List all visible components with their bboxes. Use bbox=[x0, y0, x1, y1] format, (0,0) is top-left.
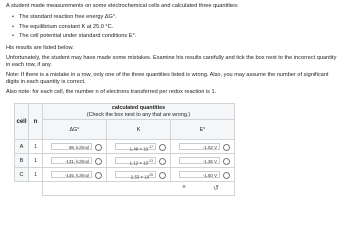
header-cell: cell bbox=[15, 104, 29, 140]
quantity-item: • The equilibrium constant K at 25.0 °C. bbox=[6, 23, 136, 33]
table-row bbox=[15, 140, 235, 154]
k-mantissa: 1.12 × 10 bbox=[129, 159, 149, 165]
e-value: -1.50 V bbox=[179, 171, 220, 178]
quantity-list bbox=[6, 13, 136, 42]
k-check-box[interactable] bbox=[159, 172, 166, 179]
k-exponent: -17 bbox=[148, 144, 153, 149]
row-n: 1 bbox=[29, 168, 43, 182]
row-label: C bbox=[15, 168, 29, 182]
col-dg-header: ΔG° bbox=[43, 120, 107, 140]
e-check-box[interactable] bbox=[223, 144, 230, 151]
note-text: Note: If there is a mistake in a row, only one of the three quantities listed is wrong. Also, you may assume the number of significant digits in each quantity is correct. bbox=[6, 72, 329, 86]
row-n: 1 bbox=[29, 140, 43, 154]
k-exponent: -23 bbox=[148, 158, 153, 163]
col-e-header: E° bbox=[171, 120, 235, 140]
row-label: A bbox=[15, 140, 29, 154]
header-main-label: calculated quantities bbox=[111, 105, 166, 112]
dg-check-box[interactable] bbox=[95, 144, 102, 151]
row-n: 1 bbox=[29, 154, 43, 168]
dg-value: -145. kJ/mol bbox=[51, 171, 92, 178]
header-sub-label: (Check the box next to any that are wrong.) bbox=[86, 111, 191, 118]
k-mantissa: 1.48 × 10 bbox=[129, 145, 149, 151]
quantity-item: • The cell potential under standard conditions E°. bbox=[6, 32, 136, 42]
e-check-box[interactable] bbox=[223, 172, 230, 179]
col-k-header: K bbox=[107, 120, 171, 140]
quantity-item: • The standard reaction free energy ΔG°. bbox=[6, 13, 136, 23]
e-check-box[interactable] bbox=[223, 158, 230, 165]
table-row bbox=[15, 154, 235, 168]
k-check-box[interactable] bbox=[159, 158, 166, 165]
header-calculated bbox=[43, 104, 235, 120]
table-row bbox=[15, 168, 235, 182]
k-exponent: 25 bbox=[149, 172, 153, 177]
k-value bbox=[115, 143, 156, 150]
dg-check-box[interactable] bbox=[95, 172, 102, 179]
dg-value: 98. kJ/mol bbox=[51, 143, 92, 150]
dg-check-box[interactable] bbox=[95, 158, 102, 165]
e-value: -1.36 V bbox=[179, 157, 220, 164]
results-table bbox=[14, 103, 235, 196]
k-check-box[interactable] bbox=[159, 144, 166, 151]
clear-button[interactable]: × bbox=[182, 184, 187, 191]
instructions-text: Unfortunately, the student may have made some mistakes. Examine his results carefully and tick the box next to the incorrect quantity in each row, if any. bbox=[6, 55, 337, 69]
k-mantissa: 2.53 × 10 bbox=[130, 173, 150, 179]
k-value bbox=[115, 171, 156, 178]
results-listed-text: His results are listed below. bbox=[6, 45, 74, 51]
also-note-text: Also note: for each cell, the number n of electrons transferred per redox reaction is 1. bbox=[6, 89, 217, 95]
e-value: -1.02 V bbox=[179, 143, 220, 150]
header-n: n bbox=[29, 104, 43, 140]
k-value bbox=[115, 157, 156, 164]
action-bar bbox=[43, 182, 235, 196]
intro-text: A student made measurements on some electrochemical cells and calculated three quantities: bbox=[6, 3, 239, 9]
dg-value: -131. kJ/mol bbox=[51, 157, 92, 164]
undo-button[interactable]: ↺ bbox=[213, 185, 219, 192]
row-label: B bbox=[15, 154, 29, 168]
